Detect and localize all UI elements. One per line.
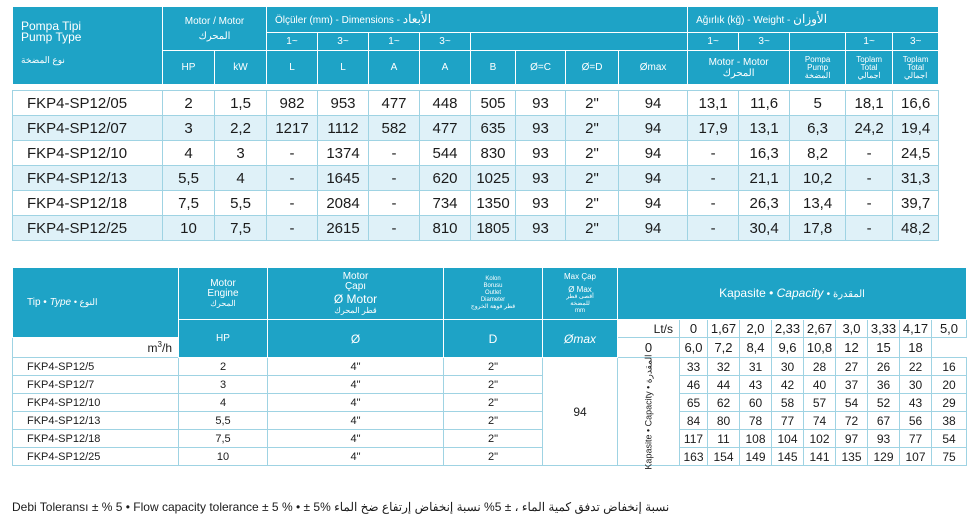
cell-total-weight-3phase: 19,4: [893, 116, 939, 141]
cell-l-1phase: -: [267, 191, 318, 216]
cell-head-value: 32: [708, 358, 740, 376]
col-hp: HP: [163, 51, 215, 85]
flow-m3h-value: 6,0: [680, 338, 708, 358]
capacity-vertical-label: [618, 353, 680, 470]
maxcap-l1: Max Çap: [563, 272, 596, 281]
cell-l-3phase: 1374: [318, 141, 369, 166]
pump-row: [13, 191, 939, 216]
cell-l-3phase: 2615: [318, 216, 369, 241]
cell-pump-model: FKP4-SP12/7: [13, 376, 179, 394]
cell-motor-diameter: 4": [268, 376, 444, 394]
cell-head-value: 75: [932, 448, 967, 466]
cell-hp: 7,5: [163, 191, 215, 216]
cell-diameter-c: 93: [516, 91, 566, 116]
sub-omax-text: Ømax: [563, 331, 596, 346]
motor-engine-header: [179, 268, 268, 320]
outlet-header: [444, 268, 543, 320]
cell-head-value: 11: [708, 430, 740, 448]
cell-diameter-c: 93: [516, 216, 566, 241]
cell-kw: 1,5: [215, 91, 267, 116]
flow-m3h-value: 9,6: [772, 338, 804, 358]
pump-weight-l3: المضخة: [804, 70, 831, 80]
cell-motor-diameter: 4": [268, 448, 444, 466]
flow-ls-value: 4,17: [900, 320, 932, 338]
cell-pump-weight: 10,2: [790, 166, 846, 191]
cell-a-1phase: 582: [369, 116, 420, 141]
cell-head-value: 42: [772, 376, 804, 394]
pump-row: [13, 166, 939, 191]
cell-b: 505: [471, 91, 516, 116]
cell-head-value: 40: [804, 376, 836, 394]
cell-total-weight-3phase: 31,3: [893, 166, 939, 191]
total3-l1: Toplam: [902, 54, 929, 64]
cell-l-3phase: 953: [318, 91, 369, 116]
cell-head-value: 97: [836, 430, 868, 448]
cell-head-value: 20: [932, 376, 967, 394]
cell-head-value: 27: [836, 358, 868, 376]
cell-l-1phase: -: [267, 166, 318, 191]
cell-l-1phase: 982: [267, 91, 318, 116]
pump-type-en: Pump Type: [21, 30, 82, 44]
cell-head-value: 43: [740, 376, 772, 394]
cell-pump-model: FKP4-SP12/13: [13, 166, 163, 191]
cell-head-value: 38: [932, 412, 967, 430]
type-label: [13, 268, 179, 338]
capacity-ar: • المقدرة: [826, 288, 865, 300]
cell-motor-diameter: 4": [268, 394, 444, 412]
phase-1-l: 1~: [267, 33, 318, 51]
cell-hp: 3: [179, 376, 268, 394]
total1-l1: Toplam: [856, 54, 882, 64]
pump-row: [13, 141, 939, 166]
unit-ls: Lt/s: [618, 320, 680, 338]
cell-total-weight-1phase: -: [846, 191, 893, 216]
motor-cap-l3: Ø Motor: [333, 291, 378, 306]
motor-weight-l2: المحرك: [722, 67, 755, 79]
cell-diameter-c: 93: [516, 141, 566, 166]
cell-outlet: 2": [444, 412, 543, 430]
phase-3-a: 3~: [420, 33, 471, 51]
cell-max-diameter: 94: [619, 91, 688, 116]
pump-type-ar: نوع المضخة: [21, 55, 65, 65]
col-kw: kW: [215, 51, 267, 85]
cell-a-3phase: 544: [420, 141, 471, 166]
flow-ls-value: 0: [680, 320, 708, 338]
cell-hp: 2: [179, 358, 268, 376]
cell-pump-model: FKP4-SP12/25: [13, 448, 179, 466]
cell-l-3phase: 1645: [318, 166, 369, 191]
cell-head-value: 93: [868, 430, 900, 448]
motor-engine-l1: Motor: [210, 277, 236, 289]
weight-header: [688, 7, 939, 33]
cell-b: 635: [471, 116, 516, 141]
cell-motor-weight-1phase: -: [688, 191, 739, 216]
cell-pump-weight: 5: [790, 91, 846, 116]
dimensions-spacer: [471, 33, 688, 51]
cell-max-diameter: 94: [619, 166, 688, 191]
cell-pump-model: FKP4-SP12/07: [13, 116, 163, 141]
cell-pump-weight: 17,8: [790, 216, 846, 241]
cell-head-value: 149: [740, 448, 772, 466]
weight-ar: الأوزان: [793, 11, 828, 26]
cell-a-3phase: 810: [420, 216, 471, 241]
motor-engine-l2: Engine: [207, 287, 239, 299]
col-omax: Ømax: [619, 51, 688, 85]
capacity-row: [13, 412, 967, 430]
cell-max-diameter: 94: [619, 116, 688, 141]
cell-total-weight-1phase: 24,2: [846, 116, 893, 141]
cell-max-diameter: 94: [543, 358, 618, 466]
cell-hp: 4: [163, 141, 215, 166]
cell-head-value: 129: [868, 448, 900, 466]
cell-a-1phase: 477: [369, 91, 420, 116]
capacity-row: [13, 376, 967, 394]
cell-a-3phase: 620: [420, 166, 471, 191]
cell-head-value: 37: [836, 376, 868, 394]
cell-l-3phase: 2084: [318, 191, 369, 216]
maxcap-ar1: أقصى قطر: [566, 294, 594, 300]
cell-hp: 5,5: [163, 166, 215, 191]
motor-header: [163, 7, 267, 51]
motor-cap-ar: قطر المحرك: [334, 305, 377, 315]
cell-head-value: 58: [772, 394, 804, 412]
cell-motor-weight-3phase: 16,3: [739, 141, 790, 166]
total1-l2: Total: [860, 62, 878, 72]
cell-motor-diameter: 4": [268, 358, 444, 376]
col-l1: L: [267, 51, 318, 85]
motor-cap-l1: Motor: [342, 270, 369, 282]
tip-en: Type: [49, 297, 72, 308]
dimensions-header: [267, 7, 688, 33]
cell-head-value: 62: [708, 394, 740, 412]
cell-hp: 10: [179, 448, 268, 466]
cell-total-weight-3phase: 48,2: [893, 216, 939, 241]
cell-pump-model: FKP4-SP12/18: [13, 191, 163, 216]
cell-motor-weight-3phase: 13,1: [739, 116, 790, 141]
cell-diameter-d: 2": [566, 91, 619, 116]
cell-hp: 3: [163, 116, 215, 141]
cell-head-value: 33: [680, 358, 708, 376]
cell-pump-model: FKP4-SP12/10: [13, 394, 179, 412]
phase-3-total: 3~: [893, 33, 939, 51]
cell-a-3phase: 734: [420, 191, 471, 216]
cell-motor-diameter: 4": [268, 430, 444, 448]
outlet-ar: قطر فوهة الخروج: [470, 304, 516, 310]
pump-type-tr: Pompa Tipi: [21, 19, 82, 33]
cell-pump-model: FKP4-SP12/10: [13, 141, 163, 166]
cell-a-1phase: -: [369, 216, 420, 241]
capacity-row: [13, 394, 967, 412]
motor-engine-ar: المحرك: [210, 298, 236, 308]
cell-head-value: 74: [804, 412, 836, 430]
cell-head-value: 102: [804, 430, 836, 448]
cell-diameter-d: 2": [566, 166, 619, 191]
cell-pump-weight: 13,4: [790, 191, 846, 216]
tip-tr: Tip •: [27, 297, 47, 308]
cell-b: 830: [471, 141, 516, 166]
cell-head-value: 54: [836, 394, 868, 412]
capacity-tr: Kapasite •: [719, 285, 774, 300]
cell-head-value: 36: [868, 376, 900, 394]
phase-1-total: 1~: [846, 33, 893, 51]
cell-b: 1025: [471, 166, 516, 191]
capacity-row: [13, 358, 967, 376]
cell-outlet: 2": [444, 376, 543, 394]
cell-head-value: 43: [900, 394, 932, 412]
cell-head-value: 154: [708, 448, 740, 466]
capacity-row: [13, 430, 967, 448]
cell-motor-weight-3phase: 26,3: [739, 191, 790, 216]
capacity-header: [618, 268, 967, 320]
cell-total-weight-1phase: -: [846, 216, 893, 241]
cell-head-value: 52: [868, 394, 900, 412]
cell-max-diameter: 94: [619, 141, 688, 166]
pump-row: [13, 216, 939, 241]
cell-head-value: 22: [900, 358, 932, 376]
cell-head-value: 29: [932, 394, 967, 412]
maxcap-ar2: للمضخة: [570, 301, 590, 307]
sub-d: D: [444, 320, 543, 358]
cell-kw: 5,5: [215, 191, 267, 216]
flow-m3h-value: 10,8: [804, 338, 836, 358]
flow-ls-value: 2,0: [740, 320, 772, 338]
cell-head-value: 26: [868, 358, 900, 376]
pump-row: [13, 116, 939, 141]
cell-head-value: 30: [900, 376, 932, 394]
col-total-3: [893, 51, 939, 85]
cell-head-value: 67: [868, 412, 900, 430]
cell-total-weight-3phase: 24,5: [893, 141, 939, 166]
col-a1: A: [369, 51, 420, 85]
weight-title: Ağırlık (kğ) - Weight -: [696, 14, 791, 26]
cell-a-1phase: -: [369, 191, 420, 216]
pump-weight-l2: Pump: [807, 62, 829, 72]
capacity-en: Capacity: [776, 285, 824, 300]
cell-total-weight-1phase: 18,1: [846, 91, 893, 116]
cell-l-1phase: -: [267, 216, 318, 241]
flow-ls-value: 1,67: [708, 320, 740, 338]
flow-ls-value: 2,33: [772, 320, 804, 338]
max-diameter-header: [543, 268, 618, 320]
cell-pump-model: FKP4-SP12/5: [13, 358, 179, 376]
phase-3-l: 3~: [318, 33, 369, 51]
cell-pump-weight: 6,3: [790, 116, 846, 141]
motor-weight-l1: Motor - Motor: [708, 56, 769, 68]
total3-l2: Total: [907, 62, 925, 72]
outlet-l1: Kolon: [485, 276, 501, 282]
cell-pump-model: FKP4-SP12/25: [13, 216, 163, 241]
cell-diameter-c: 93: [516, 191, 566, 216]
cell-pump-weight: 8,2: [790, 141, 846, 166]
phase-1-a: 1~: [369, 33, 420, 51]
pump-type-header: [13, 7, 163, 85]
flow-tolerance-note: Debi Toleransı ± % 5 • Flow capacity tolerance ± 5 % • ± 5% نسبة إنخفاض تدفق كمية الماء ، ± 5% نسبة إنخفاض إرتفاع ضخ الماء: [12, 500, 670, 514]
pump-weight-l1: Pompa: [804, 54, 831, 64]
cell-a-1phase: -: [369, 141, 420, 166]
cell-head-value: 16: [932, 358, 967, 376]
cell-hp: 7,5: [179, 430, 268, 448]
motor-ar: المحرك: [198, 30, 231, 42]
cell-head-value: 104: [772, 430, 804, 448]
cell-max-diameter: 94: [619, 216, 688, 241]
cell-kw: 3: [215, 141, 267, 166]
col-od: Ø=D: [566, 51, 619, 85]
maxcap-l2: Ø Max: [568, 285, 592, 294]
flow-ls-value: 3,0: [836, 320, 868, 338]
motor-title: Motor / Motor: [184, 15, 245, 27]
cell-head-value: 141: [804, 448, 836, 466]
cell-head-value: 65: [680, 394, 708, 412]
flow-m3h-value: 18: [900, 338, 932, 358]
dimensions-title: Ölçüler (mm) - Dimensions -: [275, 14, 401, 26]
cell-pump-model: FKP4-SP12/05: [13, 91, 163, 116]
cell-hp: 10: [163, 216, 215, 241]
cell-head-value: 145: [772, 448, 804, 466]
cell-hp: 5,5: [179, 412, 268, 430]
flow-m3h-value: 0: [618, 338, 680, 358]
flow-m3h-value: 7,2: [708, 338, 740, 358]
cell-diameter-d: 2": [566, 216, 619, 241]
cell-head-value: 54: [932, 430, 967, 448]
cell-l-1phase: -: [267, 141, 318, 166]
cell-head-value: 57: [804, 394, 836, 412]
flow-ls-value: 5,0: [932, 320, 967, 338]
motor-cap-l2: Çapı: [344, 280, 367, 292]
cell-diameter-d: 2": [566, 191, 619, 216]
outlet-l4: Diameter: [480, 297, 506, 303]
pump-row: [13, 91, 939, 116]
col-oc: Ø=C: [516, 51, 566, 85]
cell-motor-weight-3phase: 30,4: [739, 216, 790, 241]
cell-head-value: 78: [740, 412, 772, 430]
pump-dimensions-table: [12, 6, 939, 241]
tip-ar: • النوع: [73, 297, 98, 307]
col-b: B: [471, 51, 516, 85]
cell-total-weight-1phase: -: [846, 141, 893, 166]
cell-diameter-d: 2": [566, 141, 619, 166]
cell-head-value: 30: [772, 358, 804, 376]
cell-head-value: 46: [680, 376, 708, 394]
cell-kw: 4: [215, 166, 267, 191]
cell-head-value: 44: [708, 376, 740, 394]
cell-head-value: 108: [740, 430, 772, 448]
motor-diameter-header: [268, 268, 444, 320]
cell-motor-weight-1phase: -: [688, 141, 739, 166]
dimensions-ar: الأبعاد: [402, 11, 432, 26]
col-a3: A: [420, 51, 471, 85]
cell-outlet: 2": [444, 448, 543, 466]
cell-head-value: 84: [680, 412, 708, 430]
cell-head-value: 80: [708, 412, 740, 430]
cell-head-value: 77: [900, 430, 932, 448]
flow-m3h-value: 8,4: [740, 338, 772, 358]
col-motor-weight: [688, 51, 790, 85]
cell-motor-weight-3phase: 11,6: [739, 91, 790, 116]
cell-kw: 7,5: [215, 216, 267, 241]
cell-motor-weight-1phase: -: [688, 166, 739, 191]
cell-diameter-c: 93: [516, 116, 566, 141]
cell-diameter-c: 93: [516, 166, 566, 191]
cell-b: 1805: [471, 216, 516, 241]
cell-hp: 4: [179, 394, 268, 412]
flow-ls-value: 3,33: [868, 320, 900, 338]
capacity-row: [13, 448, 967, 466]
cell-head-value: 77: [772, 412, 804, 430]
unit-m3h: $m^3/h$: [13, 338, 179, 358]
sub-omax: [543, 320, 618, 358]
col-l3: L: [318, 51, 369, 85]
cell-total-weight-3phase: 39,7: [893, 191, 939, 216]
capacity-vertical-text: Kapasite • Capacity • المقدرة: [643, 353, 653, 470]
cell-l-1phase: 1217: [267, 116, 318, 141]
cell-pump-model: FKP4-SP12/13: [13, 412, 179, 430]
cell-a-3phase: 477: [420, 116, 471, 141]
cell-head-value: 107: [900, 448, 932, 466]
col-total-1: [846, 51, 893, 85]
cell-total-weight-3phase: 16,6: [893, 91, 939, 116]
total3-l3: اجمالي: [903, 70, 928, 80]
cell-motor-weight-1phase: -: [688, 216, 739, 241]
flow-ls-value: 2,67: [804, 320, 836, 338]
cell-head-value: 117: [680, 430, 708, 448]
sub-hp: HP: [179, 320, 268, 358]
phase-3-motor-weight: 3~: [739, 33, 790, 51]
cell-head-value: 72: [836, 412, 868, 430]
cell-outlet: 2": [444, 358, 543, 376]
cell-pump-model: FKP4-SP12/18: [13, 430, 179, 448]
flow-m3h-value: 12: [836, 338, 868, 358]
cell-kw: 2,2: [215, 116, 267, 141]
phase-1-motor-weight: 1~: [688, 33, 739, 51]
cell-l-3phase: 1112: [318, 116, 369, 141]
cell-head-value: 135: [836, 448, 868, 466]
cell-a-1phase: -: [369, 166, 420, 191]
cell-head-value: 56: [900, 412, 932, 430]
col-pump-weight: [790, 51, 846, 85]
cell-head-value: 163: [680, 448, 708, 466]
cell-outlet: 2": [444, 394, 543, 412]
cell-motor-weight-1phase: 17,9: [688, 116, 739, 141]
cell-outlet: 2": [444, 430, 543, 448]
cell-b: 1350: [471, 191, 516, 216]
outlet-l3: Outlet: [484, 290, 501, 296]
outlet-l2: Borusu: [483, 283, 503, 289]
cell-hp: 2: [163, 91, 215, 116]
cell-motor-diameter: 4": [268, 412, 444, 430]
sub-o: Ø: [268, 320, 444, 358]
cell-max-diameter: 94: [619, 191, 688, 216]
flow-m3h-value: 15: [868, 338, 900, 358]
weight-spacer: [790, 33, 846, 51]
cell-total-weight-1phase: -: [846, 166, 893, 191]
maxcap-unit: mm: [575, 308, 585, 314]
total1-l3: اجمالي: [857, 70, 881, 80]
pump-capacity-table: [12, 267, 967, 470]
cell-diameter-d: 2": [566, 116, 619, 141]
cell-head-value: 28: [804, 358, 836, 376]
cell-motor-weight-1phase: 13,1: [688, 91, 739, 116]
cell-head-value: 31: [740, 358, 772, 376]
cell-head-value: 60: [740, 394, 772, 412]
cell-a-3phase: 448: [420, 91, 471, 116]
cell-motor-weight-3phase: 21,1: [739, 166, 790, 191]
